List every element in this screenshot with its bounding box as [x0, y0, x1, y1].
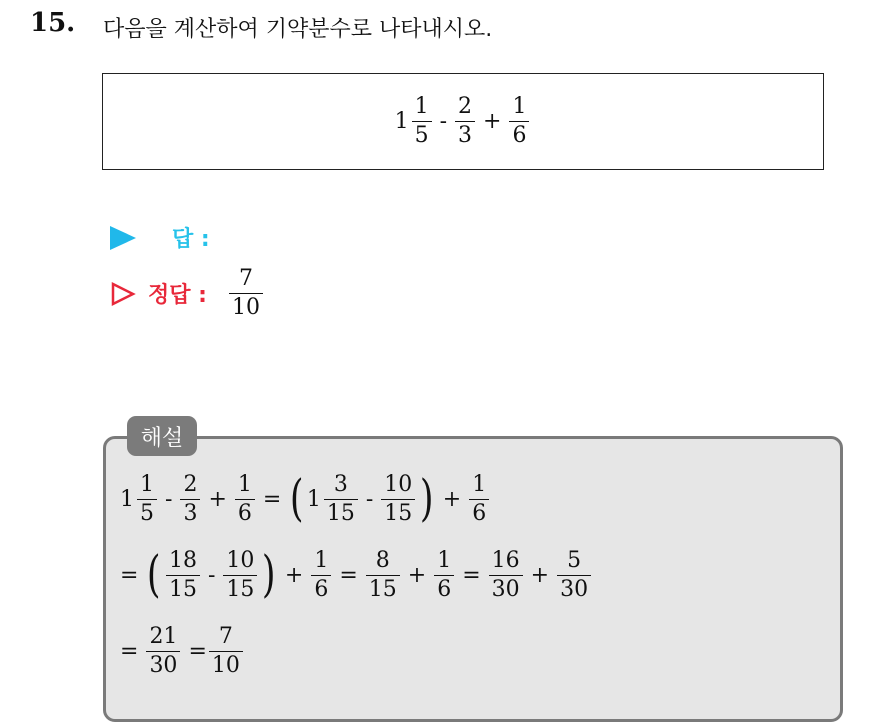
question-text: 다음을 계산하여 기약분수로 나타내시오. [103, 17, 493, 42]
solution-line-2 [120, 544, 593, 603]
numerator: 16 [491, 548, 520, 573]
answer-label: 답 : [172, 227, 210, 252]
numerator: 1 [472, 472, 487, 497]
denominator: 3 [180, 499, 200, 525]
fraction [434, 550, 454, 601]
problem-expression [395, 96, 532, 147]
denominator: 30 [146, 651, 180, 677]
correct-answer-row [110, 268, 265, 319]
numerator: 2 [458, 94, 472, 119]
denominator: 30 [489, 575, 523, 601]
fraction [455, 96, 475, 147]
equals-sign: = [188, 638, 207, 664]
operator: + [442, 486, 462, 512]
denominator: 5 [412, 121, 432, 147]
right-paren: ) [262, 544, 276, 603]
denominator: 15 [366, 575, 400, 601]
question-number: 15. [30, 8, 76, 38]
operator: - [165, 486, 173, 512]
equals-sign: = [339, 562, 358, 588]
denominator: 6 [469, 499, 489, 525]
fraction [137, 474, 157, 525]
fraction [229, 268, 263, 319]
numerator: 3 [333, 472, 348, 497]
operator: + [407, 562, 427, 588]
denominator: 6 [311, 575, 331, 601]
play-triangle-icon [110, 226, 136, 250]
denominator: 15 [324, 499, 358, 525]
denominator: 15 [223, 575, 257, 601]
numerator: 8 [375, 548, 390, 573]
denominator: 10 [229, 293, 263, 319]
equals-sign: = [120, 562, 139, 588]
denominator: 10 [209, 651, 243, 677]
fraction [324, 474, 358, 525]
whole-number: 1 [120, 486, 134, 512]
fraction [235, 474, 255, 525]
denominator: 6 [235, 499, 255, 525]
outline-triangle-icon [110, 281, 136, 307]
fraction [412, 96, 432, 147]
problem-box [102, 73, 824, 170]
operator: + [208, 486, 227, 512]
operator: + [483, 108, 502, 134]
fraction [489, 550, 523, 601]
fraction [180, 474, 200, 525]
operator: - [207, 562, 216, 588]
left-paren: ( [290, 468, 304, 527]
operator: + [530, 562, 550, 588]
solution-line-1 [120, 468, 491, 527]
denominator: 30 [557, 575, 591, 601]
fraction [146, 626, 180, 677]
fraction [166, 550, 200, 601]
numerator: 1 [437, 548, 452, 573]
numerator: 2 [183, 472, 198, 497]
denominator: 15 [381, 499, 415, 525]
operator: + [284, 562, 304, 588]
numerator: 7 [238, 266, 253, 291]
operator: - [439, 108, 447, 134]
numerator: 18 [168, 548, 197, 573]
denominator: 6 [434, 575, 454, 601]
fraction [223, 550, 257, 601]
fraction [311, 550, 331, 601]
numerator: 1 [414, 94, 429, 119]
solution-line-3 [120, 626, 245, 677]
solution-tag: 해설 [127, 416, 197, 456]
fraction [209, 626, 243, 677]
numerator: 7 [218, 624, 233, 649]
correct-answer-label: 정답 : [148, 283, 207, 308]
equals-sign: = [462, 562, 481, 588]
numerator: 21 [149, 624, 178, 649]
operator: - [365, 486, 374, 512]
whole-number: 1 [394, 108, 409, 134]
numerator: 1 [314, 548, 329, 573]
denominator: 15 [166, 575, 200, 601]
numerator: 1 [512, 94, 527, 119]
numerator: 5 [567, 548, 582, 573]
denominator: 3 [455, 121, 475, 147]
denominator: 6 [509, 121, 529, 147]
equals-sign: = [120, 638, 139, 664]
equals-sign: = [262, 486, 282, 512]
fraction [366, 550, 400, 601]
fraction [381, 474, 415, 525]
numerator: 1 [140, 472, 154, 497]
correct-answer-value [227, 268, 265, 319]
numerator: 10 [226, 548, 255, 573]
fraction [509, 96, 529, 147]
right-paren: ) [420, 468, 434, 527]
fraction [557, 550, 591, 601]
answer-row [110, 222, 210, 253]
numerator: 10 [384, 472, 413, 497]
denominator: 5 [137, 499, 157, 525]
fraction [469, 474, 489, 525]
whole-number: 1 [306, 486, 321, 512]
left-paren: ( [147, 544, 162, 603]
numerator: 1 [237, 472, 252, 497]
